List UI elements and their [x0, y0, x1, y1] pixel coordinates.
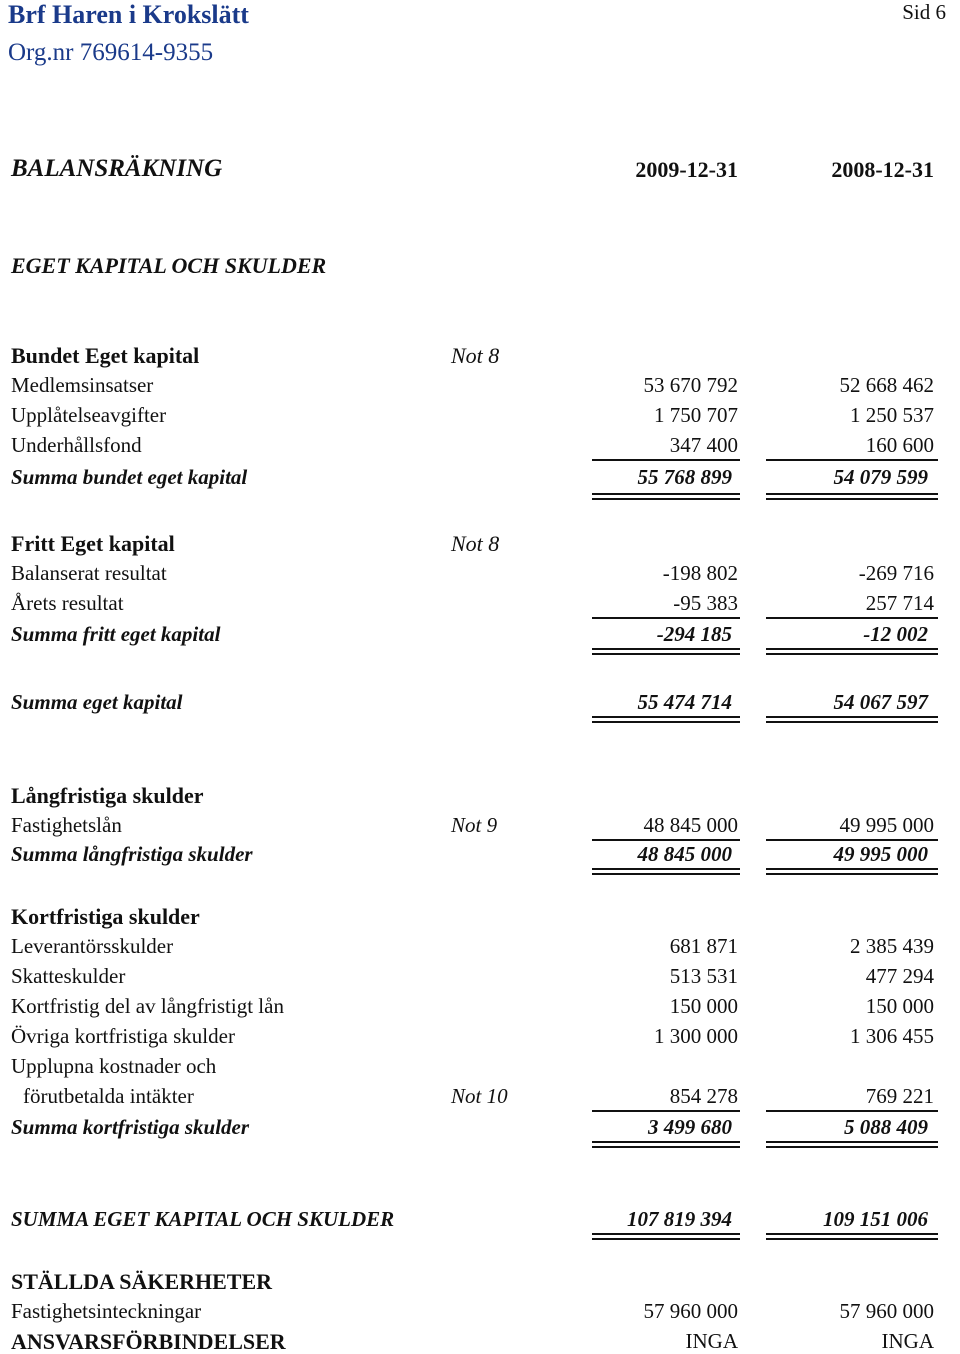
- row-value-2008: 1 250 537: [850, 403, 934, 427]
- row-value-2009: 48 845 000: [643, 813, 738, 837]
- contingent-value-2008: INGA: [881, 1329, 934, 1353]
- sum-value-2009: 55 768 899: [637, 465, 732, 489]
- equity-total-2009: 55 474 714: [637, 690, 732, 714]
- row-label: Medlemsinsatser: [11, 373, 154, 397]
- row-note: Not 9: [451, 813, 498, 837]
- row-value-2008: 257 714: [865, 591, 934, 615]
- row-label-line2: förutbetalda intäkter: [23, 1084, 194, 1108]
- double-rule: [766, 868, 938, 875]
- contingent-liabilities-label: ANSVARSFÖRBINDELSER: [11, 1329, 286, 1354]
- double-rule: [766, 1233, 938, 1240]
- double-rule: [592, 1141, 740, 1148]
- row-label-line1: Upplupna kostnader och: [11, 1054, 217, 1078]
- row-value-2008: 769 221: [865, 1084, 934, 1108]
- sum-label: Summa fritt eget kapital: [11, 622, 221, 646]
- double-rule: [592, 1233, 740, 1240]
- row-value-2008: 49 995 000: [839, 813, 934, 837]
- row-value-2008: 52 668 462: [839, 373, 934, 397]
- section-heading: EGET KAPITAL OCH SKULDER: [11, 253, 327, 278]
- row-value-2009: 1 750 707: [654, 403, 738, 427]
- row-label: Skatteskulder: [11, 964, 126, 988]
- row-value-2009: -95 383: [673, 591, 738, 615]
- shortterm-heading: Kortfristiga skulder: [11, 904, 200, 929]
- balance-title: BALANSRÄKNING: [11, 155, 223, 182]
- grand-total-2009: 107 819 394: [627, 1207, 732, 1231]
- double-rule: [766, 648, 938, 655]
- row-value-2008: 57 960 000: [839, 1299, 934, 1323]
- row-value-2009: 57 960 000: [643, 1299, 738, 1323]
- sum-value-2009: 48 845 000: [637, 842, 732, 866]
- double-rule: [766, 716, 938, 723]
- bundet-heading: Bundet Eget kapital: [11, 343, 200, 368]
- double-rule: [592, 868, 740, 875]
- subtotal-rule: [766, 1110, 938, 1112]
- grand-total-label: SUMMA EGET KAPITAL OCH SKULDER: [11, 1207, 395, 1231]
- subtotal-rule: [592, 839, 740, 841]
- org-number: Org.nr 769614-9355: [8, 39, 214, 66]
- longterm-heading: Långfristiga skulder: [11, 783, 204, 808]
- sum-label: Summa bundet eget kapital: [11, 465, 248, 489]
- company-name: Brf Haren i Krokslätt: [8, 0, 249, 29]
- contingent-value-2009: INGA: [685, 1329, 738, 1353]
- equity-total-label: Summa eget kapital: [11, 690, 183, 714]
- column-header-2008: 2008-12-31: [831, 157, 934, 182]
- row-label: Underhållsfond: [11, 433, 142, 457]
- page-number: Sid 6: [902, 0, 946, 24]
- row-value-2008: 150 000: [865, 994, 934, 1018]
- row-label: Balanserat resultat: [11, 561, 167, 585]
- row-value-2009: 53 670 792: [643, 373, 738, 397]
- row-label: Fastighetsinteckningar: [11, 1299, 202, 1323]
- row-label: Årets resultat: [11, 591, 124, 615]
- double-rule: [766, 1141, 938, 1148]
- sum-label: Summa kortfristiga skulder: [11, 1115, 250, 1139]
- sum-value-2008: 49 995 000: [833, 842, 928, 866]
- row-value-2009: 347 400: [669, 433, 738, 457]
- sum-value-2008: -12 002: [863, 622, 928, 646]
- row-value-2008: 160 600: [865, 433, 934, 457]
- subtotal-rule: [766, 839, 938, 841]
- double-rule: [592, 716, 740, 723]
- row-value-2009: 1 300 000: [654, 1024, 738, 1048]
- sum-label: Summa långfristiga skulder: [11, 842, 253, 866]
- subtotal-rule: [766, 459, 938, 461]
- row-value-2009: -198 802: [662, 561, 738, 585]
- fritt-note: Not 8: [451, 531, 500, 556]
- sum-value-2009: 3 499 680: [648, 1115, 732, 1139]
- collateral-heading: STÄLLDA SÄKERHETER: [11, 1269, 273, 1294]
- grand-total-2008: 109 151 006: [823, 1207, 928, 1231]
- row-value-2008: -269 716: [858, 561, 934, 585]
- equity-total-2008: 54 067 597: [833, 690, 928, 714]
- fritt-heading: Fritt Eget kapital: [11, 531, 175, 556]
- row-value-2009: 681 871: [669, 934, 738, 958]
- row-label: Leverantörsskulder: [11, 934, 174, 958]
- row-label: Fastighetslån: [11, 813, 122, 837]
- subtotal-rule: [766, 617, 938, 619]
- sum-value-2008: 5 088 409: [844, 1115, 928, 1139]
- sum-value-2008: 54 079 599: [833, 465, 928, 489]
- double-rule: [766, 493, 938, 500]
- row-label: Övriga kortfristiga skulder: [11, 1024, 235, 1048]
- subtotal-rule: [592, 617, 740, 619]
- row-note: Not 10: [451, 1084, 508, 1108]
- double-rule: [592, 648, 740, 655]
- subtotal-rule: [592, 459, 740, 461]
- sum-value-2009: -294 185: [656, 622, 732, 646]
- double-rule: [592, 493, 740, 500]
- bundet-note: Not 8: [451, 343, 500, 368]
- row-value-2009: 513 531: [669, 964, 738, 988]
- row-value-2009: 150 000: [669, 994, 738, 1018]
- column-header-2009: 2009-12-31: [635, 157, 738, 182]
- row-value-2009: 854 278: [669, 1084, 738, 1108]
- row-label: Kortfristig del av långfristigt lån: [11, 994, 284, 1018]
- row-value-2008: 477 294: [865, 964, 934, 988]
- row-value-2008: 1 306 455: [850, 1024, 934, 1048]
- row-value-2008: 2 385 439: [850, 934, 934, 958]
- row-label: Upplåtelseavgifter: [11, 403, 167, 427]
- subtotal-rule: [592, 1110, 740, 1112]
